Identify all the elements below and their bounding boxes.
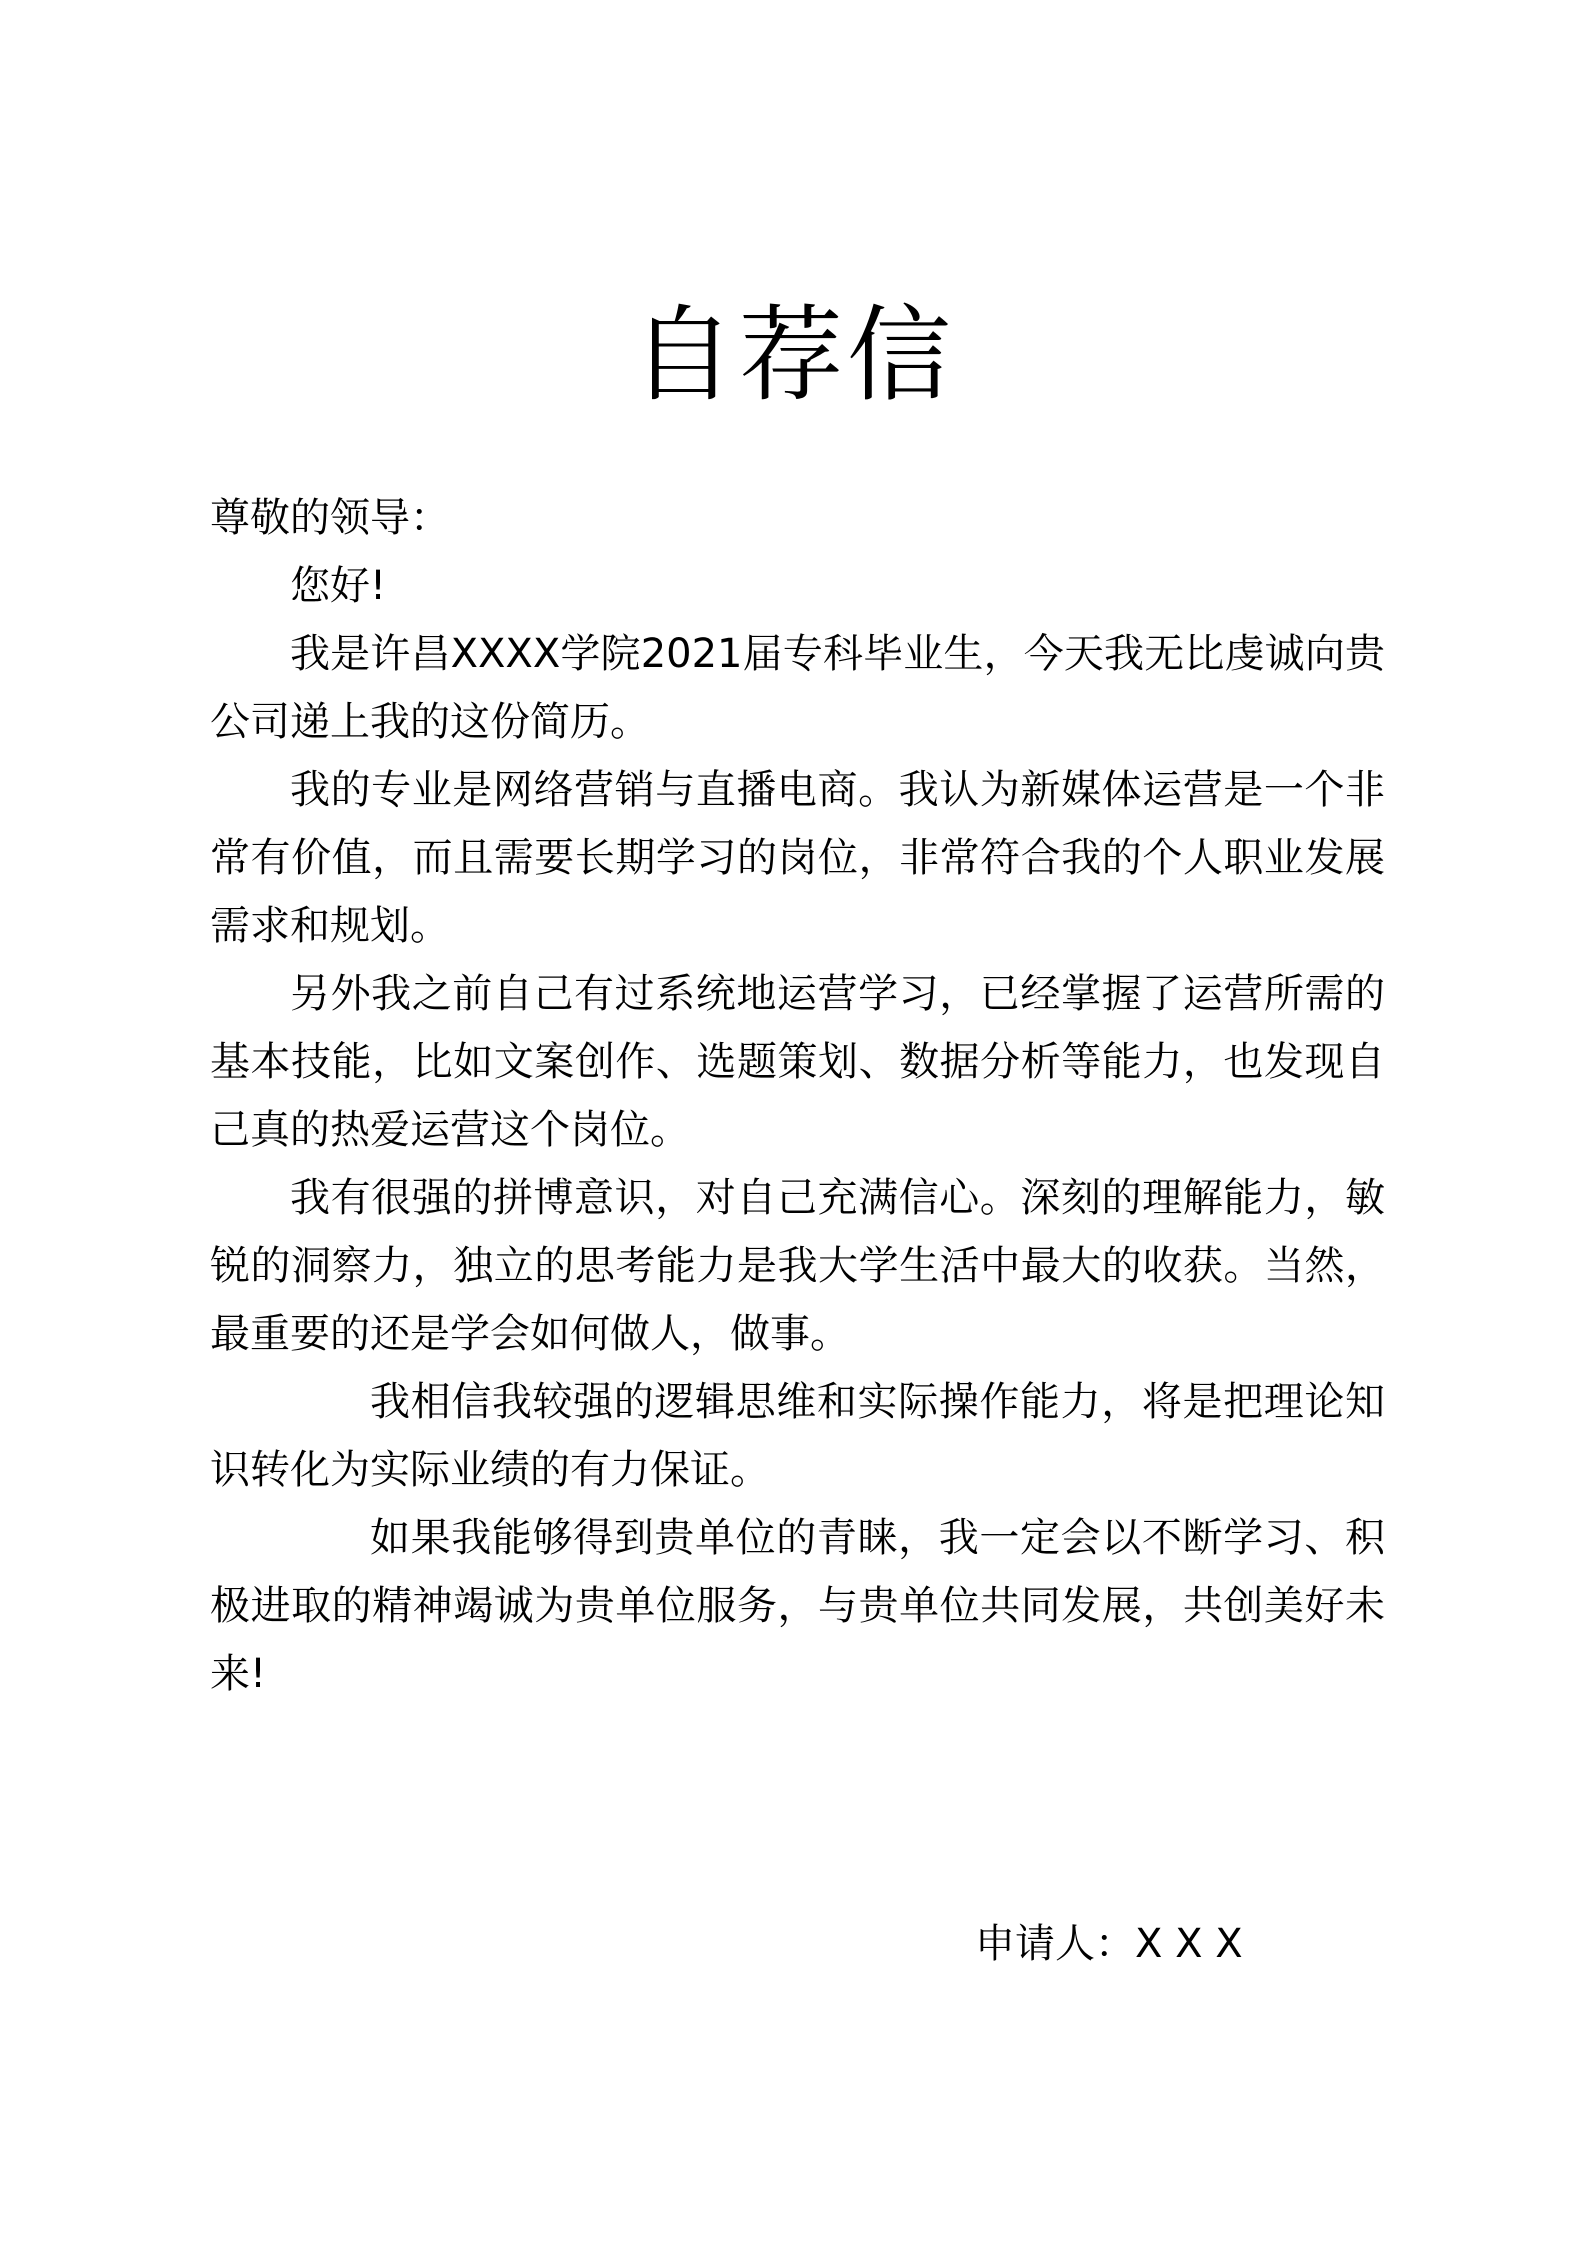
letter-body bbox=[210, 552, 1385, 1708]
salutation: 尊敬的领导： bbox=[210, 495, 450, 541]
paragraph-major: 我的专业是网络营销与直播电商。我认为新媒体运营是一个非常有价值，而且需要长期学习的岗位，非常符合我的个人职业发展需求和规划。 bbox=[210, 767, 1385, 949]
document-title: 自荐信 bbox=[630, 294, 955, 416]
paragraph-ability: 我相信我较强的逻辑思维和实际操作能力，将是把理论知识转化为实际业绩的有力保证。 bbox=[210, 1379, 1385, 1493]
paragraph-intro: 我是许昌XXXX学院2021届专科毕业生，今天我无比虔诚向贵公司递上我的这份简历。 bbox=[210, 631, 1385, 745]
paragraph-character: 我有很强的拼博意识，对自己充满信心。深刻的理解能力，敏锐的洞察力，独立的思考能力是我大学生活中最大的收获。当然，最重要的还是学会如何做人，做事。 bbox=[210, 1175, 1385, 1357]
paragraph-skills: 另外我之前自己有过系统地运营学习，已经掌握了运营所需的基本技能，比如文案创作、选题策划、数据分析等能力，也发现自己真的热爱运营这个岗位。 bbox=[210, 971, 1385, 1153]
paragraph-closing: 如果我能够得到贵单位的青睐，我一定会以不断学习、积极进取的精神竭诚为贵单位服务，与贵单位共同发展，共创美好未来! bbox=[210, 1515, 1385, 1697]
greeting: 您好! bbox=[290, 563, 387, 609]
signature: 申请人：X X X bbox=[975, 1921, 1243, 1967]
